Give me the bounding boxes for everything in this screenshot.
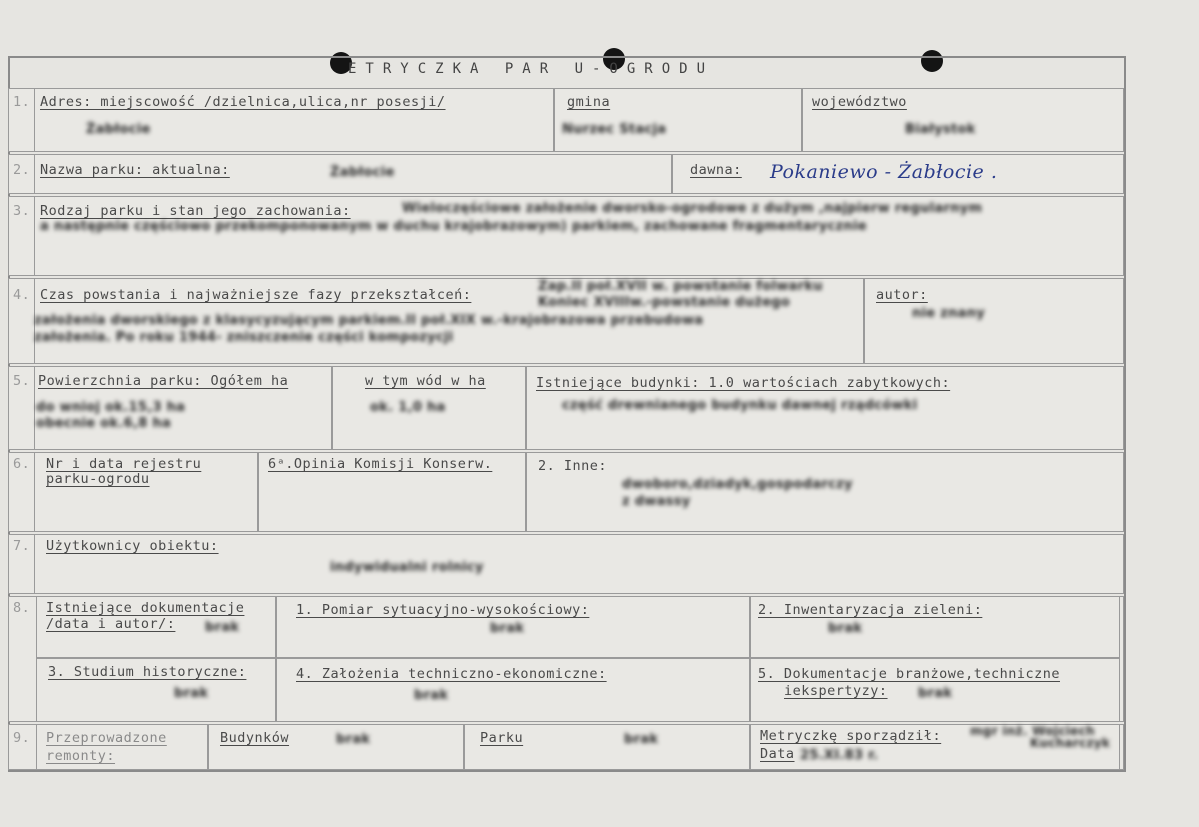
gmina-label: gmina	[567, 94, 611, 110]
woj-label: województwo	[812, 94, 907, 110]
gmina-value: Nurzec Stacja	[562, 122, 667, 137]
documentation-label-1: Istniejące dokumentacje	[46, 600, 245, 616]
park-name-label: Nazwa parku: aktualna:	[40, 162, 230, 178]
other-value-2: z dwassy	[622, 494, 691, 509]
sec9-number: 9.	[13, 730, 31, 746]
author-label: autor:	[876, 287, 928, 303]
park-type-value-1: Wieloczęściowe założenie dworsko-ogrodowe z dużym ,najpierw regularnym	[402, 201, 983, 216]
historical-study-label: 3. Studium historyczne:	[48, 664, 247, 680]
renov-buildings-value: brak	[336, 732, 371, 747]
renov-park-label: Parku	[480, 730, 524, 746]
area-value-1: do wnioj ok.15,3 ha	[36, 400, 186, 415]
history-value-4: założenia. Po roku 1944- zniszczenie części kompozycji	[34, 330, 454, 345]
registry-label-2: parku-ogrodu	[46, 471, 150, 487]
park-name-value: Żabłocie	[330, 165, 395, 180]
date-label: Data	[760, 746, 795, 762]
renov-buildings-label: Budynków	[220, 730, 290, 746]
sec5-number: 5.	[13, 373, 31, 389]
renovations-label-2: remonty:	[46, 748, 116, 764]
sec7-number: 7.	[13, 538, 31, 554]
history-value-1: Zap.II poł.XVII w. powstanie folwarku	[538, 279, 823, 294]
address-label: Adres: miejscowość /dzielnica,ulica,nr posesji/	[40, 94, 446, 110]
card-title: ETRYCZKA PAR U-OGRODU	[348, 61, 715, 77]
sec6-number: 6.	[13, 456, 31, 472]
former-name-label: dawna:	[690, 162, 742, 178]
renovations-label-1: Przeprowadzone	[46, 730, 167, 746]
sec6-other-cell	[526, 452, 1124, 532]
survey-label-text: 1. Pomiar sytuacyjno-wysokościowy:	[296, 602, 590, 618]
survey-label	[296, 602, 589, 618]
park-type-value-2: a następnie częściowo przekomponowanym w duchu krajobrazowym) parkiem, zachowane fragmentarycznie	[40, 219, 867, 234]
prepared-by-value-2: Kucharczyk	[1030, 736, 1111, 750]
address-value: Żabłocie	[86, 122, 151, 137]
tech-econ-label: 4. Założenia techniczno-ekonomiczne:	[296, 666, 607, 682]
prepared-by-value-1: mgr inż. Wojciech	[970, 724, 1095, 738]
branch-docs-label-2: iekspertyzy:	[784, 683, 888, 699]
water-label: w tym wód w ha	[365, 373, 486, 389]
water-value: ok. 1,0 ha	[370, 400, 446, 415]
area-label: Powierzchnia parku: Ogółem ha	[38, 373, 289, 389]
area-value-2: obecnie ok.6,8 ha	[36, 416, 172, 431]
park-type-label: Rodzaj parku i stan jego zachowania:	[40, 203, 351, 219]
sec1-number: 1.	[13, 94, 31, 110]
sec2-number: 2.	[13, 162, 31, 178]
renov-park-value: brak	[624, 732, 659, 747]
users-value: indywidualni rolnicy	[330, 560, 484, 575]
greenery-label: 2. Inwentaryzacja zieleni:	[758, 602, 983, 618]
branch-docs-label-1: 5. Dokumentacje branżowe,techniczne	[758, 666, 1060, 682]
history-label: Czas powstania i najważniejsze fazy przekształceń:	[40, 287, 472, 303]
former-name-handwritten: Pokaniewo - Żabłocie .	[770, 161, 998, 183]
date-value: 25.XI.83 r.	[800, 748, 879, 763]
branch-docs-value: brak	[918, 686, 953, 701]
woj-value: Białystok	[905, 122, 976, 137]
buildings-label: Istniejące budynki: 1.0 wartościach zabytkowych:	[536, 375, 951, 391]
tech-econ-value: brak	[414, 688, 449, 703]
sec3-number: 3.	[13, 203, 31, 219]
author-value: nie znany	[912, 306, 986, 321]
documentation-label-2: /data i autor/:	[46, 616, 176, 632]
history-value-3: założenia dworskiego z klasycyzującym parkiem.II poł.XIX w.-krajobrazowa przebudowa	[34, 313, 704, 328]
survey-value: brak	[490, 621, 525, 636]
buildings-value: część drewnianego budynku dawnej rządcówki	[562, 398, 918, 413]
greenery-value: brak	[828, 621, 863, 636]
sec8-number: 8.	[13, 600, 31, 616]
opinion-label: 6ᵃ.Opinia Komisji Konserw.	[268, 456, 493, 472]
prepared-by-label: Metryczkę sporządził:	[760, 728, 942, 744]
other-label: 2. Inne:	[538, 458, 608, 474]
sec4-number: 4.	[13, 287, 31, 303]
history-value-2: Koniec XVIIIw.-powstanie dużego	[538, 295, 791, 310]
historical-study-value: brak	[174, 686, 209, 701]
documentation-value: brak	[205, 620, 240, 635]
registry-label-1: Nr i data rejestru	[46, 456, 202, 472]
users-label: Użytkownicy obiektu:	[46, 538, 219, 554]
other-value-1: dwoboro,dziadyk,gospodarczy	[622, 477, 853, 492]
